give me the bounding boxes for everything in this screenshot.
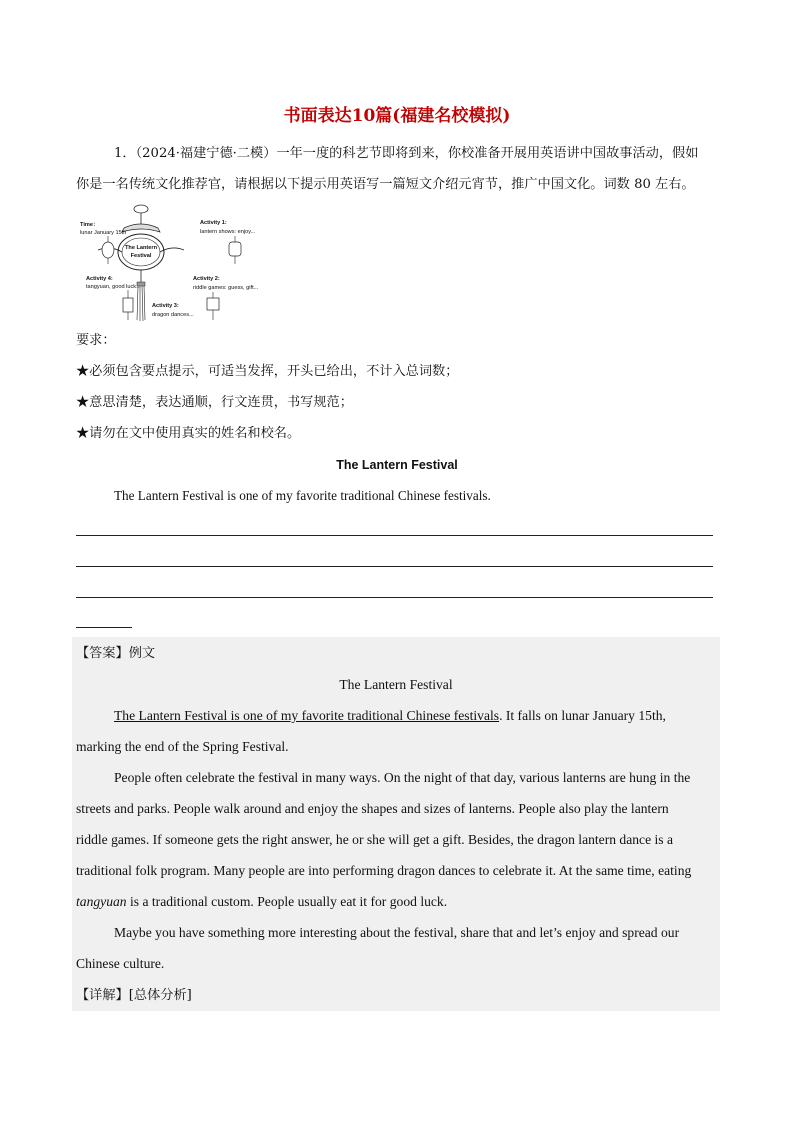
answer-p1-rest: . It falls on lunar January 15th, [499,708,666,723]
writing-line [76,535,713,536]
essay-title: The Lantern Festival [336,458,458,472]
answer-paragraph-2-line: streets and parks. People walk around and enjoy the shapes and sizes of lanterns. People also play the lantern [76,801,669,816]
requirements-heading: 要求： [76,333,116,348]
detail-tag: 【详解】 [76,988,129,1003]
diagram-activity1-label: Activity 1: [200,220,227,226]
diagram-activity2-value: riddle games: guess, gift... [193,285,259,291]
writing-line [76,597,713,598]
answer-p2-last-rest: is a traditional custom. People usually eat it for good luck. [126,894,448,909]
diagram-activity2-label: Activity 2: [193,276,220,282]
requirement-item: ★必须包含要点提示，可适当发挥，开头已给出，不计入总词数； [76,364,459,379]
answer-italic-word: tangyuan [76,894,127,909]
prompt-part1: 一年一度的科艺节即将到来，你校准备开展用英语讲中国故事活动，假如 [276,146,699,161]
writing-line-end [76,627,132,628]
answer-paragraph-1-line1 [76,700,716,731]
answer-paragraph-3-line1: Maybe you have something more interesting about the festival, share that and let’s enjoy and spread our [114,925,680,940]
question-prompt [76,138,716,169]
question-source: （2024·福建宁德·二模） [135,146,277,161]
answer-paragraph-2-last [76,886,716,917]
diagram-activity3-value: dragon dances... [152,312,194,318]
diagram-center-line2: Festival [130,253,152,259]
prompt-part2: 你是一名传统文化推荐官，请根据以下提示用英语写一篇短文介绍元宵节，推广中国文化。词数 80 左右。 [76,177,695,192]
detail-tag-suffix: [总体分析] [128,988,192,1003]
diagram-activity4-label: Activity 4: [86,276,113,282]
requirement-item: ★意思清楚，表达通顺，行文连贯，书写规范； [76,395,353,410]
answer-paragraph-1-line2: marking the end of the Spring Festival. [76,739,289,754]
answer-label [76,638,716,669]
answer-title: The Lantern Festival [339,677,453,692]
writing-line [76,566,713,567]
diagram-time-value: lunar January 15th [80,230,127,236]
diagram-activity3-label: Activity 3: [152,303,179,309]
answer-paragraph-2-line: People often celebrate the festival in many ways. On the night of that day, various lanterns are hung in the [114,770,691,785]
lantern-festival-diagram [80,200,280,325]
detail-label [76,980,716,1011]
essay-opening: The Lantern Festival is one of my favorite traditional Chinese festivals. [114,488,491,503]
answer-tag-suffix: 例文 [128,646,156,661]
answer-paragraph-3-line2: Chinese culture. [76,956,165,971]
answer-paragraph-2-line: traditional folk program. Many people are into performing dragon dances to celebrate it. At the same time, eating [76,863,692,878]
diagram-activity1-value: lantern shows: enjoy... [200,229,256,235]
answer-underlined-opening: The Lantern Festival is one of my favorite traditional Chinese festivals [114,708,500,723]
answer-tag: 【答案】 [76,646,129,661]
question-number: 1． [114,146,136,161]
document-title: 书面表达10篇(福建名校模拟) [283,106,511,126]
answer-paragraph-2-line: riddle games. If someone gets the right answer, he or she will get a gift. Besides, the dragon lantern dance is a [76,832,674,847]
requirement-item: ★请勿在文中使用真实的姓名和校名。 [76,426,301,441]
diagram-center-line1: The Lantern [124,245,158,251]
diagram-time-label: Time： [80,222,99,228]
diagram-activity4-value: tangyuan, good luck... [86,284,141,290]
